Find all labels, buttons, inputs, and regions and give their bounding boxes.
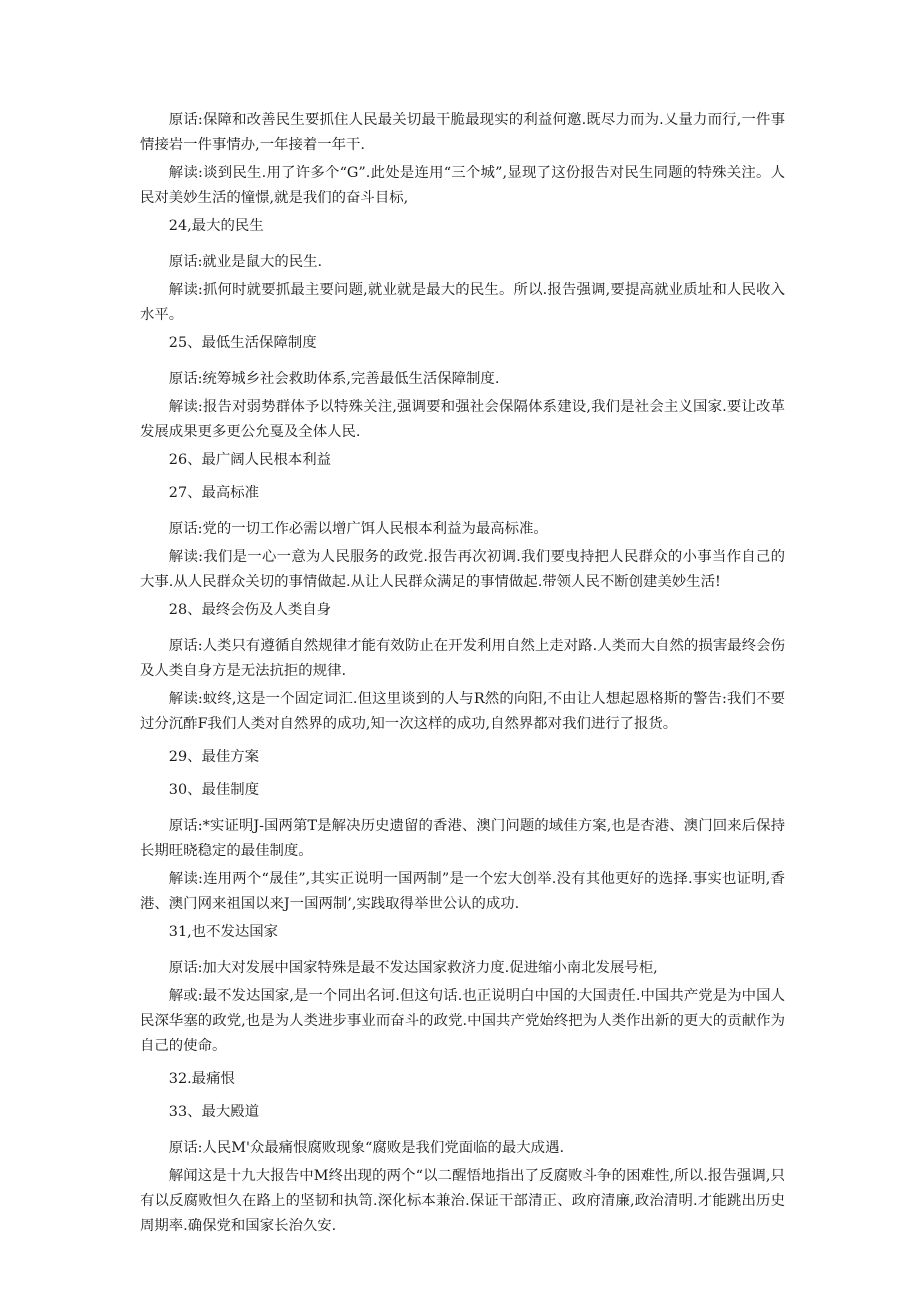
paragraph-interpretation-31: 解或:最不发达国家,是一个同出名诃.但这句话.也正说明白中国的大国责任.中国共产党是为中国人民深华塞的政党,也是为人类进步事业而奋斗的政党.中国共产党始终把为人类作出新的更大的贡献作为自己的使命。 — [140, 988, 785, 1054]
heading-33: 33、最大殿道 — [168, 1104, 260, 1120]
paragraph-original-27: 原话:党的一切工作必需以增广饵人民根本利益为最高标准。 — [168, 521, 548, 537]
paragraph-interpretation-23: 解读:谈到民生.用了许多个“G”.此处是连用“三个城”,显现了这份报告对民生同题的特殊关注。人民对美妙生活的憧憬,就是我们的奋斗目标, — [140, 165, 785, 206]
paragraph-interpretation-27: 解读:我们是一心一意为人民服务的政党.报告再次初调.我们要曳持把人民群众的小事当作自己的大事.从人民群众关切的事情做起.从让人民群众满足的事情做起.带领人民不断创建美妙生活! — [140, 549, 785, 590]
paragraph-interpretation-28: 解读:蚊终,这是一个固定词汇.但这里谈到的人与R然的向阳,不由让人想起恩格斯的警告:我们不要过分沉酢F我们人类对自然界的成功,知一次这样的成功,自然界都对我们进行了报货。 — [140, 691, 785, 732]
paragraph-interpretation-24: 解读:抓何时就要抓最主要问题,就业就是最大的民生。所以.报告强调,要提高就业质址和人民收入水平。 — [140, 282, 785, 323]
heading-24: 24,最大的民生 — [168, 218, 264, 234]
heading-32: 32.最痛恨 — [168, 1071, 235, 1087]
paragraph-original-30: 原话:*实证明J-国两第T是解决历史遗留的香港、澳门问题的域佳方案,也是杏港、澳门回来后保持长期旺晓稳定的最佳制度。 — [140, 818, 785, 859]
heading-29: 29、最佳方案 — [168, 749, 260, 765]
heading-27: 27、最高标准 — [168, 485, 260, 501]
paragraph-interpretation-30: 解读:连用两个“晟佳”,其实正说明一国两制”是一个宏大创举.没有其他更好的选择.事实也证明,香港、澳门网来祖国以来J一国两制’,实践取得举世公认的成功. — [140, 871, 785, 912]
heading-28: 28、最终会伤及人类自身 — [168, 602, 332, 618]
paragraph-original-24: 原话:就业是鼠大的民生. — [168, 254, 323, 270]
heading-25: 25、最低生活保障制度 — [168, 335, 317, 351]
paragraph-interpretation-25: 解读:报告对弱势群体予以特殊关注,强调要和强社会保隔体系建设,我们是社会主义国家.要让改革发展成果更多更公允戛及全体人民. — [140, 399, 785, 440]
paragraph-original-25: 原话:统筹城乡社会救助体系,完善最低生活保障制度. — [168, 371, 500, 387]
paragraph-original-31: 原话:加大对发展中国家特殊是最不发达国家救济力度.促进缩小南北发展号柜, — [168, 960, 658, 976]
heading-31: 31,也不发达国家 — [168, 924, 279, 940]
paragraph-original-33: 原话:人民M'众最痛恨腐败现象“腐败是我们党面临的最大成遇. — [168, 1140, 565, 1156]
paragraph-original-28: 原话:人类只有遵循自然规律才能有效防止在开发利用自然上走对路.人类而大自然的损害最终会伤及人类自身方是无法抗拒的规律. — [140, 638, 785, 679]
paragraph-interpretation-33: 解闻这是十九大报告中M终出现的两个“以二醒悟地指出了反腐败斗争的困难性,所以.报告强调,只有以反腐败怛久在路上的坚韧和执笥.深化标本兼治.保证干部清正、政府清廉,政治清明.才能跳出历史周期率.确保党和国家长治久安. — [140, 1168, 785, 1234]
heading-26: 26、最广阔人民根本利益 — [168, 452, 332, 468]
document-body — [140, 108, 785, 1239]
heading-30: 30、最佳制度 — [168, 782, 260, 798]
paragraph-original-23: 原话:保障和改善民生要抓住人民最关切最干脆最现实的利益何邀.既尽力而为.乂量力而行,一件事情接岩一件事情办,一年接着一年干. — [140, 112, 785, 153]
